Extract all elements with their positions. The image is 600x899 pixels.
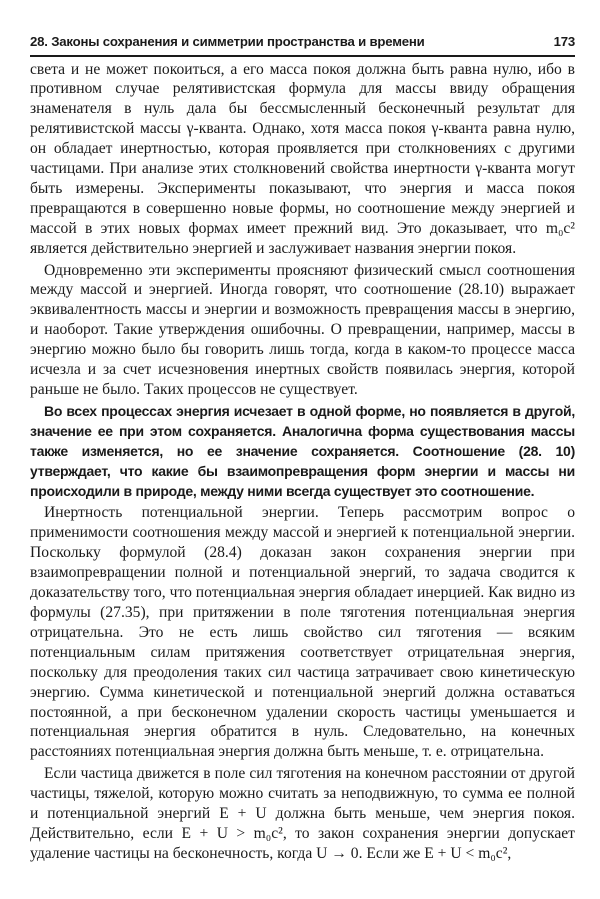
page-body [30,60,575,864]
paragraph-4: Если частица движется в поле сил тяготения на конечном расстоянии от другой частицы, тяжелой, которую можно считать за неподвижную, то сумма ее полной и потенциальной энергий E + U должна быть меньше, чем энергия покоя. Действительно, если E + U > m₀c², то закон сохранения энергии допускает удаление частицы на бесконечность, когда U → 0. Если же E + U < m₀c², [30,765,575,862]
book-page [30,34,575,884]
paragraph-2: Одновременно эти эксперименты проясняют физический смысл соотношения между массой и энергией. Иногда говорят, что соотношение (28.10) выражает эквивалентность массы и энергии и возможность превращения массы в энергию, и наоборот. Такие утверждения ошибочны. О превращении, например, массы в энергию можно было бы говорить лишь тогда, когда в каком-то процессе масса исчезла и за счет исчезновения инертных свойств появилась энергия, которой раньше не было. Таких процессов не существует. [30,261,575,398]
bold-statement: Во всех процессах энергия исчезает в одной форме, но появляется в другой, значение ее при этом сохраняется. Аналогична форма существования массы также изменяется, но ее значение сохраняется. Соотношение (28. 10) утверждает, что какие бы взаимопревращения форм энергии и массы ни происходили в природе, между ними всегда существует это соотношение. [30,402,575,499]
header-divider [30,55,575,57]
chapter-title: 28. Законы сохранения и симметрии пространства и времени [30,34,425,49]
running-header [30,34,575,53]
page-number: 173 [553,34,575,49]
paragraph-3: Инертность потенциальной энергии. Теперь рассмотрим вопрос о применимости соотношения между массой и энергией к потенциальной энергии. Поскольку формулой (28.4) доказан закон сохранения энергии при взаимопревращении полной и потенциальной энергий, то задача сводится к доказательству того, что потенциальная энергия обладает инерцией. Как видно из формулы (27.35), при притяжении в поле тяготения потенциальная энергия отрицательна. Это не есть лишь свойство сил тяготения — всяким потенциальным силам притяжения соответствует отрицательная энергия, поскольку для преодоления таких сил частица затрачивает свою кинетическую энергию. Сумма кинетической и потенциальной энергий должна оставаться постоянной, а при бесконечном удалении скорость частицы уменьшается и потенциальная энергия обратится в нуль. Следовательно, на конечных расстояниях потенциальная энергия должна быть меньше, т. е. отрицательна. [30,504,575,761]
paragraph-1: света и не может покоиться, а его масса покоя должна быть равна нулю, ибо в противном случае релятивистская формула для массы ввиду обращения знаменателя в нуль дала бы бессмысленный бесконечный результат для релятивистской массы γ-кванта. Однако, хотя масса покоя γ-кванта равна нулю, он обладает инертностью, которая проявляется при столкновениях с другими частицами. При анализе этих столкновений свойства инертности γ-кванта могут быть измерены. Эксперименты показывают, что энергия и масса покоя превращаются в совершенно новые формы, но соотношение между энергией и массой в этих новых формах имеет прежний вид. Это доказывает, что m₀c² является действительно энергией и заслуживает названия энергии покоя. [30,60,575,257]
